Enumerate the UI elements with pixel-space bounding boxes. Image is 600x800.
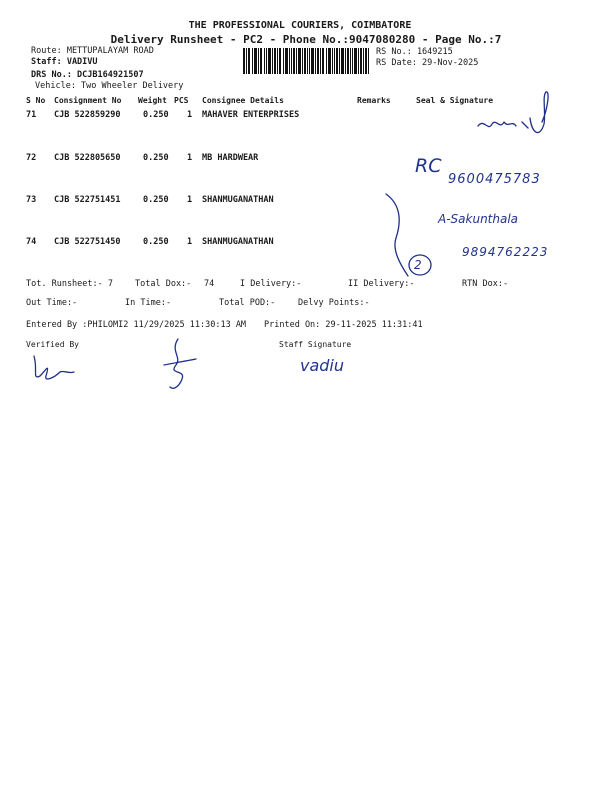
staff-handwritten-signature: vadiu (300, 356, 345, 375)
header-consignee: Consignee Details (202, 96, 284, 105)
tot-runsheet: Tot. Runsheet:- 7 (26, 279, 113, 289)
runsheet-subtitle: Delivery Runsheet - PC2 - Phone No.:9047080280 - Page No.:7 (110, 33, 502, 46)
vehicle-label: Vehicle: Two Wheeler Delivery (35, 81, 184, 91)
staff-signature-label: Staff Signature (279, 340, 352, 349)
row-consignment: CJB 522805650 (54, 153, 121, 163)
row-pcs: 1 (187, 237, 193, 247)
row-weight: 0.250 (143, 195, 169, 205)
row-consignment: CJB 522751450 (54, 237, 121, 247)
route-label: Route: METTUPALAYAM ROAD (31, 46, 154, 56)
circled-number: 2 (414, 258, 422, 272)
entered-by: Entered By :PHILOMI2 11/29/2025 11:30:13 AM (26, 320, 247, 330)
drs-number: DRS No.: DCJB164921507 (31, 70, 144, 80)
verifier-signature (28, 350, 78, 386)
row-weight: 0.250 (143, 110, 169, 120)
in-time: In Time:- (125, 298, 172, 308)
row-sno: 73 (26, 195, 37, 205)
header-remarks: Remarks (357, 96, 391, 105)
printed-on: Printed On: 29-11-2025 11:31:41 (264, 320, 423, 330)
header-consignment: Consignment No (54, 96, 122, 105)
row72-handwritten-note: RC (415, 155, 442, 177)
i-delivery: I Delivery:- (240, 279, 302, 289)
row72-handwritten-phone: 9600475783 (448, 172, 541, 187)
rs-date: RS Date: 29-Nov-2025 (376, 58, 479, 68)
row-weight: 0.250 (143, 153, 169, 163)
total-pod: Total POD:- (219, 298, 276, 308)
row-consignment: CJB 522751451 (54, 195, 121, 205)
company-title: THE PROFESSIONAL COURIERS, COIMBATORE (188, 20, 412, 31)
total-dox-label: Total Dox:- (135, 279, 192, 289)
row-consignee: SHANMUGANATHAN (202, 195, 274, 205)
row-weight: 0.250 (143, 237, 169, 247)
rtn-dox: RTN Dox:- (462, 279, 509, 289)
bracket-mark (378, 190, 438, 290)
delvy-points: Delvy Points:- (298, 298, 370, 308)
row-consignment: CJB 522859290 (54, 110, 121, 120)
out-time: Out Time:- (26, 298, 78, 308)
row-consignee: SHANMUGANATHAN (202, 237, 274, 247)
row-consignee: MAHAVER ENTERPRISES (202, 110, 300, 120)
row-sno: 74 (26, 237, 37, 247)
header-seal: Seal & Signature (416, 96, 494, 105)
row-sno: 71 (26, 110, 37, 120)
rs-number: RS No.: 1649215 (376, 47, 453, 57)
row-pcs: 1 (187, 110, 193, 120)
row-consignee: MB HARDWEAR (202, 153, 259, 163)
ii-delivery: II Delivery:- (348, 279, 415, 289)
row74-handwritten-name: A-Sakunthala (438, 212, 519, 226)
staff-initials-signature (160, 335, 200, 395)
verified-by-label: Verified By (26, 340, 79, 349)
seal-signature-row71 (470, 88, 560, 150)
staff-label: Staff: VADIVU (31, 57, 98, 67)
total-dox-value: 74 (204, 279, 215, 289)
row-pcs: 1 (187, 195, 193, 205)
row-sno: 72 (26, 153, 37, 163)
header-pcs: PCS (174, 96, 189, 105)
row-pcs: 1 (187, 153, 193, 163)
header-weight: Weight (138, 96, 167, 105)
row74-handwritten-phone: 9894762223 (462, 245, 549, 259)
barcode-image (243, 48, 369, 74)
header-sno: S No (26, 96, 46, 105)
